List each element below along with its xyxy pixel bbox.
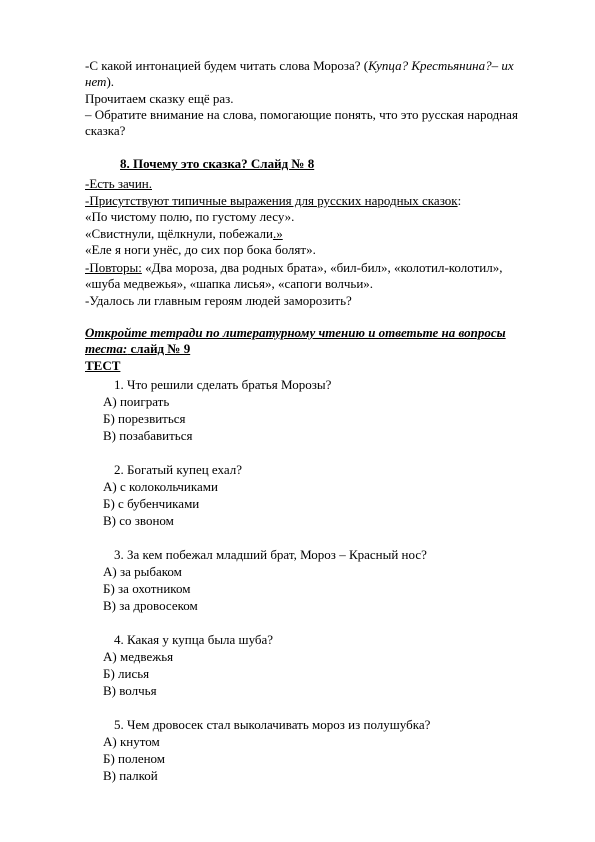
question-2-option-c: В) со звоном: [103, 513, 174, 528]
intro-italic: Купца? Крестьянина?– их: [368, 58, 514, 73]
repeats-text: «Два мороза, два родных брата», «бил-бил», «колотил-колотил»,: [141, 260, 503, 275]
intro-punct: ).: [106, 74, 115, 89]
question-1-option-b: Б) порезвиться: [103, 411, 186, 426]
question-3-option-c: В) за дровосеком: [103, 598, 198, 613]
section-8-line-4: [85, 226, 283, 242]
section-8-colon: :: [457, 193, 462, 208]
repeats-label: -Повторы:: [85, 260, 142, 275]
intro-text: -С какой интонацией будем читать слова Мороза? (: [85, 58, 369, 73]
question-2-option-b: Б) с бубенчиками: [103, 496, 200, 511]
instruction-line-2: [85, 341, 190, 357]
intro-line-1: [85, 58, 514, 74]
question-5-option-b: Б) поленом: [103, 751, 166, 766]
section-8-underlined: -Присутствуют типичные выражения для русских народных сказок: [85, 193, 458, 208]
section-8-line-3: «По чистому полю, по густому лесу».: [85, 209, 295, 224]
question-3: 3. За кем побежал младший брат, Мороз – Красный нос?: [114, 547, 427, 562]
section-8-line-8: -Удалось ли главным героям людей заморозить?: [85, 293, 352, 308]
question-5-option-a: А) кнутом: [103, 734, 160, 749]
section-8-line-2: [85, 193, 461, 209]
intro-line-3: Прочитаем сказку ещё раз.: [85, 91, 234, 106]
test-title: ТЕСТ: [85, 358, 121, 373]
question-3-option-a: А) за рыбаком: [103, 564, 182, 579]
intro-line-5: сказка?: [85, 123, 126, 138]
question-4-option-b: Б) лисья: [103, 666, 150, 681]
section-8-line-6: [85, 260, 502, 276]
question-4: 4. Какая у купца была шуба?: [114, 632, 274, 647]
section-8-heading: 8. Почему это сказка? Слайд № 8: [120, 156, 315, 171]
intro-line-2: [85, 74, 114, 90]
question-2-option-a: А) с колокольчиками: [103, 479, 218, 494]
instruction-slide: слайд № 9: [127, 341, 191, 356]
question-2: 2. Богатый купец ехал?: [114, 462, 242, 477]
section-8-line-7: «шуба медвежья», «шапка лисья», «сапоги волчьи».: [85, 276, 374, 291]
intro-line-4: – Обратите внимание на слова, помогающие понять, что это русская народная: [85, 107, 518, 122]
question-4-option-c: В) волчья: [103, 683, 157, 698]
section-8-line-1: -Есть зачин.: [85, 176, 152, 191]
intro-italic-2: нет: [85, 74, 107, 89]
section-8-quote: «Свистнули, щёлкнули, побежали: [85, 226, 273, 241]
question-1-option-a: А) поиграть: [103, 394, 170, 409]
question-1: 1. Что решили сделать братья Морозы?: [114, 377, 332, 392]
instruction-italic: теста:: [85, 341, 128, 356]
section-8-quote-end: .»: [272, 226, 283, 241]
question-5-option-c: В) палкой: [103, 768, 158, 783]
question-1-option-c: В) позабавиться: [103, 428, 193, 443]
question-3-option-b: Б) за охотником: [103, 581, 191, 596]
section-8-line-5: «Еле я ноги унёс, до сих пор бока болят».: [85, 242, 316, 257]
question-5: 5. Чем дровосек стал выколачивать мороз из полушубка?: [114, 717, 431, 732]
question-4-option-a: А) медвежья: [103, 649, 174, 664]
instruction-line-1: Откройте тетради по литературному чтению и ответьте на вопросы: [85, 325, 506, 340]
